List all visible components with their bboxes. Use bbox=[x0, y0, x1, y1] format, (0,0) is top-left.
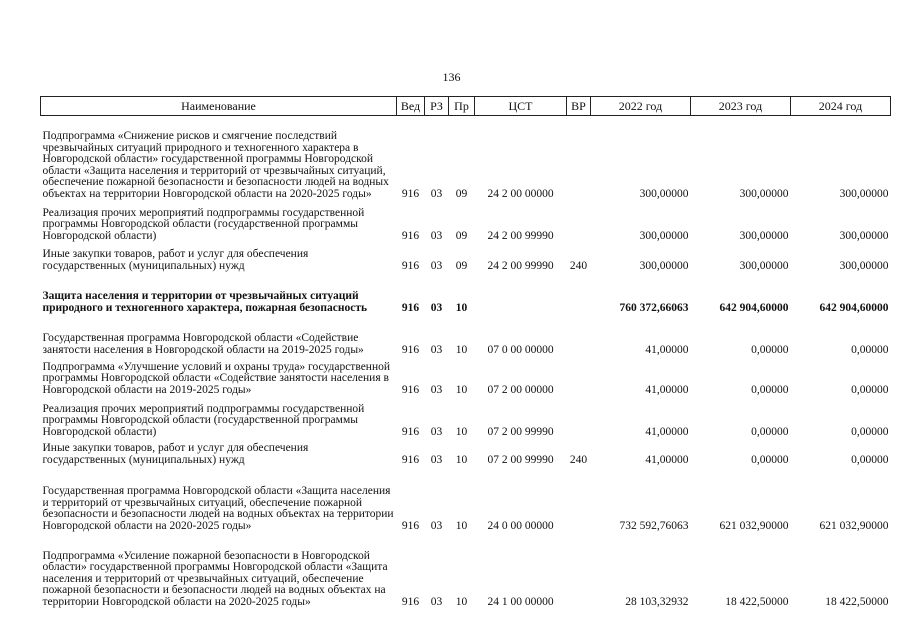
row-name: Защита населения и территории от чрезвычайных ситуаций природного и техногенного характера, пожарная безопасность bbox=[42, 290, 368, 314]
row-rz: 03 bbox=[430, 229, 443, 242]
row-name: Иные закупки товаров, работ и услуг для обеспечения государственных (муниципальных) нужд bbox=[42, 248, 309, 272]
header-row bbox=[41, 97, 891, 116]
row-vr: 240 bbox=[569, 259, 588, 272]
row-name: Государственная программа Новгородской области «Защита населения и территорий от чрезвычайных ситуаций, обеспечение пожарной безопасности и безопасности людей на водных объектах на территории Новгородской области на 2020-2025 годы» bbox=[42, 485, 394, 532]
row-name: Подпрограмма «Усиление пожарной безопасности в Новгородской области» государственной программы Новгородской области «Защита населения и территорий от чрезвычайных ситуаций, обеспечение пожарной безопасности и безопасности людей на водных объектах на территории Новгородской области на 2020-2025 годы» bbox=[42, 549, 388, 608]
row-pr: 10 bbox=[455, 383, 468, 396]
row-name: Государственная программа Новгородской области «Содействие занятости населения в Новгородской области на 2019-2025 годы» bbox=[42, 332, 364, 356]
row-cst: 24 0 00 00000 bbox=[487, 519, 554, 532]
row-2024: 18 422,50000 bbox=[825, 595, 889, 608]
row-name: Реализация прочих мероприятий подпрограммы государственной программы Новгородской области (государственной программы Новгородской области) bbox=[42, 402, 365, 438]
row-vr bbox=[567, 534, 591, 610]
row-ved: 916 bbox=[401, 187, 420, 200]
row-pr: 09 bbox=[455, 229, 468, 242]
row-pr: 09 bbox=[455, 259, 468, 272]
budget-table bbox=[40, 96, 891, 610]
row-ved: 916 bbox=[401, 259, 420, 272]
table-row bbox=[41, 468, 891, 534]
row-2023: 300,00000 bbox=[739, 259, 789, 272]
row-cst: 24 2 00 99990 bbox=[487, 259, 554, 272]
row-rz: 03 bbox=[430, 301, 443, 314]
row-vr: 240 bbox=[569, 453, 588, 466]
row-rz: 03 bbox=[430, 595, 443, 608]
row-cst: 07 2 00 99990 bbox=[487, 453, 554, 466]
row-pr: 10 bbox=[455, 301, 468, 314]
row-2023: 621 032,90000 bbox=[719, 519, 789, 532]
row-ved: 916 bbox=[401, 453, 420, 466]
row-2022: 41,00000 bbox=[645, 343, 689, 356]
table-row bbox=[41, 358, 891, 398]
row-cst: 07 2 00 99990 bbox=[487, 425, 554, 438]
row-2024: 300,00000 bbox=[839, 187, 889, 200]
row-2022: 300,00000 bbox=[639, 187, 689, 200]
table-row-section bbox=[41, 274, 891, 316]
header-name: Наименование bbox=[41, 97, 397, 116]
row-2023: 0,00000 bbox=[751, 383, 789, 396]
row-rz: 03 bbox=[430, 259, 443, 272]
header-2024: 2024 год bbox=[791, 97, 891, 116]
row-rz: 03 bbox=[430, 343, 443, 356]
header-2023: 2023 год bbox=[691, 97, 791, 116]
header-2022: 2022 год bbox=[591, 97, 691, 116]
row-2024: 0,00000 bbox=[851, 425, 889, 438]
row-rz: 03 bbox=[430, 383, 443, 396]
row-2022: 28 103,32932 bbox=[625, 595, 689, 608]
row-name: Подпрограмма «Улучшение условий и охраны труда» государственной программы Новгородской области «Содействие занятости населения в Новгородской области на 2019-2025 годы» bbox=[42, 360, 391, 396]
row-pr: 10 bbox=[455, 519, 468, 532]
table-row bbox=[41, 202, 891, 244]
table-row bbox=[41, 316, 891, 358]
row-2024: 0,00000 bbox=[851, 383, 889, 396]
header-pr: Пр bbox=[449, 97, 475, 116]
row-2023: 300,00000 bbox=[739, 187, 789, 200]
row-2023: 0,00000 bbox=[751, 343, 789, 356]
row-2024: 300,00000 bbox=[839, 229, 889, 242]
row-vr bbox=[567, 274, 591, 316]
row-2023: 0,00000 bbox=[751, 453, 789, 466]
header-rz: РЗ bbox=[425, 97, 449, 116]
row-2024: 0,00000 bbox=[851, 453, 889, 466]
row-2024: 621 032,90000 bbox=[819, 519, 889, 532]
row-cst: 24 2 00 00000 bbox=[487, 187, 554, 200]
page-number: 136 bbox=[442, 70, 461, 84]
row-pr: 10 bbox=[455, 453, 468, 466]
row-cst bbox=[475, 274, 567, 316]
row-2023: 642 904,60000 bbox=[719, 301, 789, 314]
row-rz: 03 bbox=[430, 519, 443, 532]
row-2023: 0,00000 bbox=[751, 425, 789, 438]
row-2022: 41,00000 bbox=[645, 453, 689, 466]
row-2022: 41,00000 bbox=[645, 383, 689, 396]
row-name: Подпрограмма «Снижение рисков и смягчение последствий чрезвычайных ситуаций природного и техногенного характера в Новгородской области» государственной программы Новгородской области «Защита населения и территорий от чрезвычайных ситуаций, обеспечение пожарной безопасности и безопасности людей на водных объектах на территории Новгородской области на 2020-2025 годы» bbox=[42, 130, 389, 200]
row-rz: 03 bbox=[430, 453, 443, 466]
row-2023: 300,00000 bbox=[739, 229, 789, 242]
row-rz: 03 bbox=[430, 425, 443, 438]
row-vr bbox=[567, 468, 591, 534]
row-ved: 916 bbox=[401, 595, 420, 608]
row-2023: 18 422,50000 bbox=[725, 595, 789, 608]
row-pr: 10 bbox=[455, 425, 468, 438]
row-rz: 03 bbox=[430, 187, 443, 200]
row-2022: 300,00000 bbox=[639, 229, 689, 242]
header-ved: Вед bbox=[397, 97, 425, 116]
header-vr: ВР bbox=[567, 97, 591, 116]
row-2022: 41,00000 bbox=[645, 425, 689, 438]
row-cst: 07 2 00 00000 bbox=[487, 383, 554, 396]
row-ved: 916 bbox=[401, 519, 420, 532]
row-2022: 300,00000 bbox=[639, 259, 689, 272]
row-pr: 09 bbox=[455, 187, 468, 200]
row-vr bbox=[567, 202, 591, 244]
row-ved: 916 bbox=[401, 425, 420, 438]
row-ved: 916 bbox=[401, 301, 420, 314]
row-2024: 0,00000 bbox=[851, 343, 889, 356]
row-cst: 24 2 00 99990 bbox=[487, 229, 554, 242]
row-vr bbox=[567, 116, 591, 203]
row-vr bbox=[567, 398, 591, 440]
row-ved: 916 bbox=[401, 343, 420, 356]
row-name: Реализация прочих мероприятий подпрограммы государственной программы Новгородской области (государственной программы Новгородской области) bbox=[42, 206, 365, 242]
row-2022: 732 592,76063 bbox=[619, 519, 689, 532]
row-name: Иные закупки товаров, работ и услуг для обеспечения государственных (муниципальных) нужд bbox=[42, 442, 309, 466]
table-row bbox=[41, 116, 891, 203]
row-2022: 760 372,66063 bbox=[619, 301, 689, 314]
row-ved: 916 bbox=[401, 229, 420, 242]
row-pr: 10 bbox=[455, 595, 468, 608]
header-cst: ЦСТ bbox=[475, 97, 567, 116]
table-row bbox=[41, 440, 891, 468]
row-2024: 300,00000 bbox=[839, 259, 889, 272]
row-vr bbox=[567, 358, 591, 398]
row-ved: 916 bbox=[401, 383, 420, 396]
row-cst: 07 0 00 00000 bbox=[487, 343, 554, 356]
row-pr: 10 bbox=[455, 343, 468, 356]
row-cst: 24 1 00 00000 bbox=[487, 595, 554, 608]
table-row bbox=[41, 398, 891, 440]
table-row bbox=[41, 244, 891, 274]
row-vr bbox=[567, 316, 591, 358]
row-2024: 642 904,60000 bbox=[819, 301, 889, 314]
table-row bbox=[41, 534, 891, 610]
